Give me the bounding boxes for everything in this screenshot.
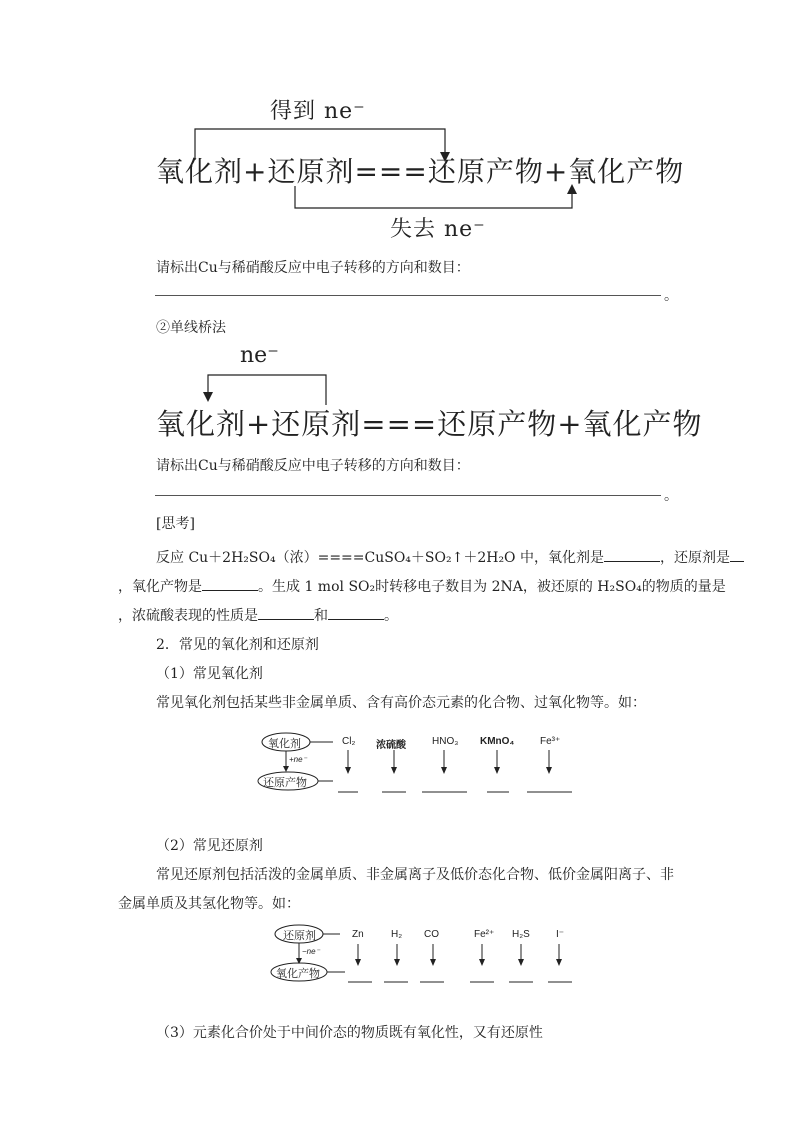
lose-electrons-label: 失去 ne⁻ <box>390 217 486 242</box>
period-1: 。 <box>664 288 678 304</box>
period-2: 。 <box>664 488 678 504</box>
section-2-title: 2．常见的氧化剂和还原剂 <box>156 637 319 653</box>
equation-double-bridge: 氧化剂+还原剂===还原产物+氧化产物 <box>156 155 685 188</box>
reduction-product-box-label: 还原产物 <box>263 777 307 789</box>
think-text-2a: ，氧化产物是 <box>118 579 202 595</box>
think-text-2b: 。生成 1 mol SO₂时转移电子数目为 2NA，被还原的 H₂SO₄的物质的量是 <box>258 579 726 595</box>
reductant-item: CO <box>424 929 439 940</box>
oxidant-item: KMnO₄ <box>480 736 515 747</box>
single-bridge-heading: ②单线桥法 <box>156 320 226 336</box>
reductant-item: Fe²⁺ <box>474 929 495 940</box>
sub-2-title: （2）常见还原剂 <box>156 838 263 854</box>
reductant-item: H₂S <box>512 929 530 940</box>
reductant-item: H₂ <box>391 929 403 940</box>
reductant-item: I⁻ <box>556 929 565 940</box>
sub-3-title: （3）元素化合价处于中间价态的物质既有氧化性，又有还原性 <box>156 1025 543 1041</box>
question-2: 请标出Cu与稀硝酸反应中电子转移的方向和数目： <box>156 458 470 474</box>
reductant-item: Zn <box>352 929 364 940</box>
lose-ne-label: −ne⁻ <box>302 947 320 956</box>
reductant-box-label: 还原剂 <box>283 930 316 942</box>
oxidant-item: HNO₃ <box>432 736 459 747</box>
oxidant-item: 浓硫酸 <box>376 740 406 751</box>
question-1: 请标出Cu与稀硝酸反应中电子转移的方向和数目： <box>156 260 470 276</box>
think-text-3c: 。 <box>384 608 398 624</box>
think-text-3b: 和 <box>314 608 328 624</box>
sub-1-title: （1）常见氧化剂 <box>156 666 263 682</box>
think-text-1b: ，还原剂是 <box>660 550 730 566</box>
oxidant-item: Cl₂ <box>342 736 356 747</box>
sub-2-text-line-2: 金属单质及其氢化物等。如： <box>118 896 300 912</box>
single-electron-label: ne⁻ <box>240 343 279 368</box>
think-text-1a: 反应 Cu＋2H₂SO₄（浓）====CuSO₄＋SO₂↑＋2H₂O 中，氧化剂是 <box>156 550 604 566</box>
oxidant-box-label: 氧化剂 <box>268 738 301 750</box>
think-text-3a: ，浓硫酸表现的性质是 <box>118 608 258 624</box>
gain-electrons-label: 得到 ne⁻ <box>270 99 366 124</box>
oxidation-product-box-label: 氧化产物 <box>276 968 320 980</box>
equation-single-bridge: 氧化剂+还原剂===还原产物+氧化产物 <box>156 407 703 441</box>
think-heading: [思考] <box>156 516 195 532</box>
gain-ne-label: +ne⁻ <box>289 755 307 764</box>
oxidant-item: Fe³⁺ <box>540 736 561 747</box>
sub-1-text: 常见氧化剂包括某些非金属单质、含有高价态元素的化合物、过氧化物等。如： <box>156 695 646 711</box>
sub-2-text-line-1: 常见还原剂包括活泼的金属单质、非金属离子及低价态化合物、低价金属阳离子、非 <box>156 867 674 883</box>
